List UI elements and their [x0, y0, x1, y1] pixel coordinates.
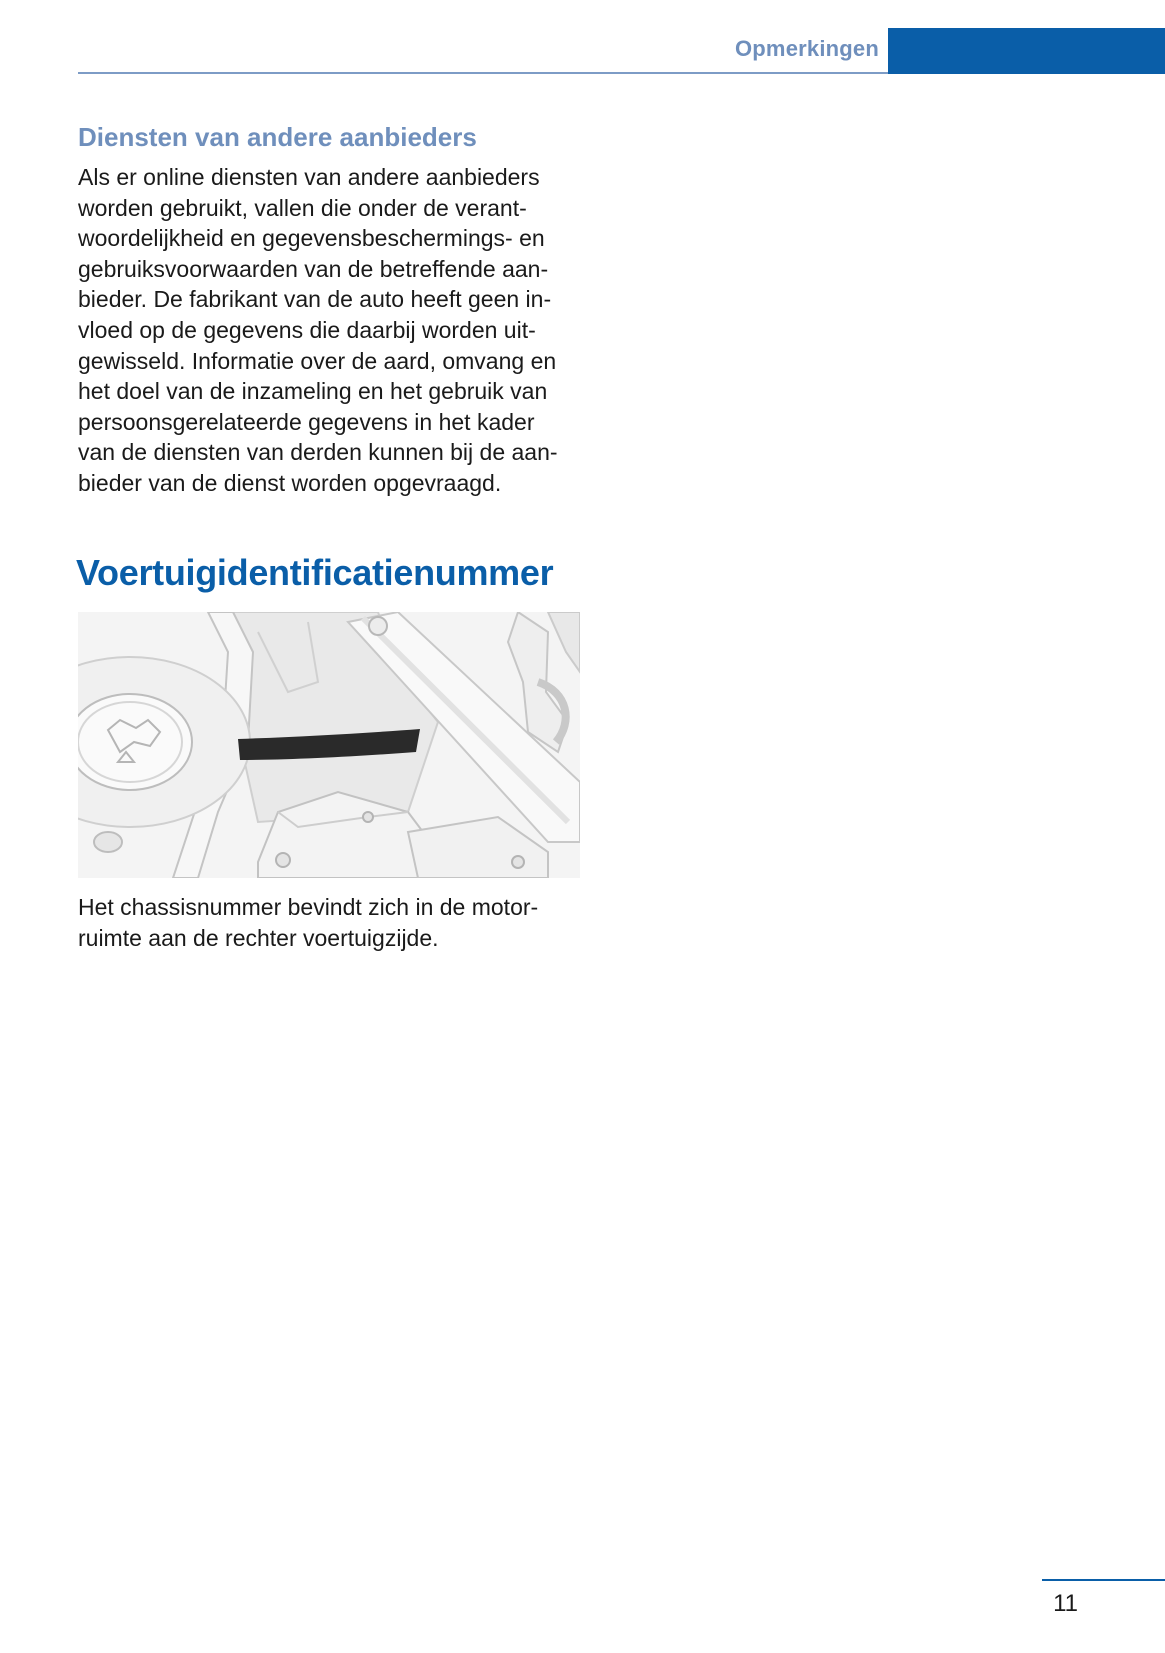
third-party-services-heading: Diensten van andere aanbieders	[78, 122, 477, 152]
footer-divider	[1042, 1579, 1165, 1581]
page-number: 11	[1053, 1590, 1078, 1617]
paragraph-line: Als er online diensten van andere aanbieders	[78, 164, 540, 190]
paragraph-line: gewisseld. Informatie over de aard, omvang en	[78, 347, 557, 374]
paragraph-line: bieder van de dienst worden opgevraagd.	[78, 469, 502, 496]
third-party-services-paragraph	[78, 162, 588, 499]
paragraph-line: woordelijkheid en gegevensbeschermings- en	[78, 225, 545, 252]
header-accent-bar	[888, 28, 1165, 74]
header-section-label: Opmerkingen	[734, 36, 879, 61]
paragraph-line: gebruiksvoorwaarden van de betreffende aan-	[78, 255, 549, 282]
vin-section-title: Voertuigidentificatienummer	[76, 552, 554, 593]
paragraph-line: van de diensten van derden kunnen bij de aan-	[78, 439, 558, 466]
caption-line: Het chassisnummer bevindt zich in de motor-	[78, 894, 539, 920]
header-divider	[78, 72, 888, 74]
paragraph-line: het doel van de inzameling en het gebruik van	[78, 378, 548, 405]
vin-location-caption	[78, 892, 588, 953]
paragraph-line: worden gebruikt, vallen die onder de verant-	[78, 194, 527, 221]
engine-compartment-illustration	[78, 612, 580, 878]
paragraph-line: bieder. De fabrikant van de auto heeft geen in-	[78, 286, 552, 313]
caption-line: ruimte aan de rechter voertuigzijde.	[78, 924, 439, 951]
paragraph-line: persoonsgerelateerde gegevens in het kader	[78, 408, 535, 435]
paragraph-line: vloed op de gegevens die daarbij worden uit-	[78, 316, 536, 343]
